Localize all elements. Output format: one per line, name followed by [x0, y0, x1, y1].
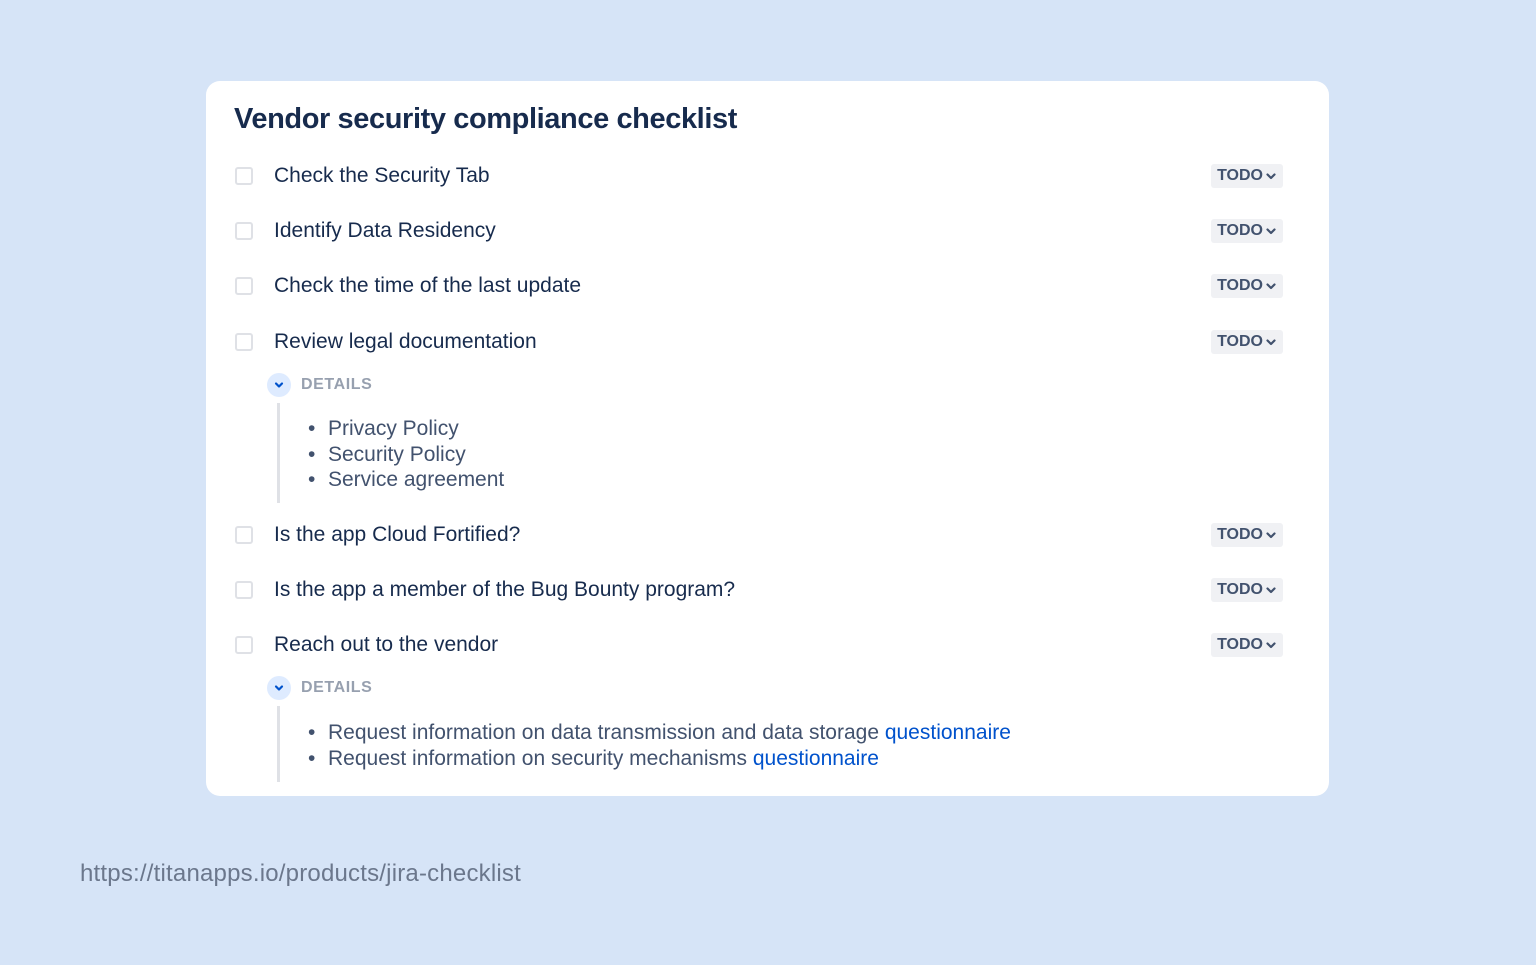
chevron-down-icon — [273, 682, 285, 694]
list-item: • Privacy Policy — [308, 417, 459, 440]
chevron-down-icon — [1265, 170, 1277, 182]
status-dropdown[interactable] — [1211, 578, 1283, 602]
chevron-down-icon — [1265, 584, 1277, 596]
questionnaire-link[interactable]: questionnaire — [752, 746, 879, 770]
chevron-down-icon — [1265, 280, 1277, 292]
checklist-card — [206, 81, 1329, 796]
item-checkbox[interactable] — [235, 277, 253, 295]
status-dropdown[interactable] — [1211, 164, 1283, 188]
status-label: TODO — [1217, 222, 1263, 239]
checklist-item — [234, 575, 1283, 609]
details-label: DETAILS — [301, 376, 373, 393]
status-label: TODO — [1217, 167, 1263, 184]
questionnaire-link[interactable]: questionnaire — [884, 721, 1011, 744]
status-dropdown[interactable] — [1211, 274, 1283, 298]
status-dropdown[interactable] — [1211, 633, 1283, 657]
status-label: TODO — [1217, 333, 1263, 350]
item-checkbox[interactable] — [235, 526, 253, 544]
details-header — [267, 675, 372, 701]
status-dropdown[interactable] — [1211, 219, 1283, 243]
list-item: • Service agreement — [308, 468, 505, 491]
details-header — [267, 372, 372, 398]
item-checkbox[interactable] — [235, 581, 253, 599]
checklist-item — [234, 271, 1283, 305]
details-rail — [277, 706, 280, 782]
checklist-item — [234, 216, 1283, 250]
item-label[interactable]: Reach out to the vendor — [274, 633, 499, 656]
checklist-item — [234, 630, 1283, 664]
status-label: TODO — [1217, 636, 1263, 653]
item-checkbox[interactable] — [235, 167, 253, 185]
item-checkbox[interactable] — [235, 333, 253, 351]
details-list — [308, 720, 1011, 771]
item-label[interactable]: Review legal documentation — [274, 330, 537, 353]
footer-url: https://titanapps.io/products/jira-checklist — [80, 860, 521, 887]
status-dropdown[interactable] — [1211, 523, 1283, 547]
details-toggle-button[interactable] — [267, 676, 291, 700]
chevron-down-icon — [1265, 639, 1277, 651]
item-checkbox[interactable] — [235, 636, 253, 654]
details-label: DETAILS — [301, 679, 373, 696]
chevron-down-icon — [273, 379, 285, 391]
item-label[interactable]: Identify Data Residency — [274, 219, 496, 242]
item-label[interactable]: Is the app a member of the Bug Bounty program? — [274, 578, 736, 601]
list-item: • Request information on security mechanisms questionnaire — [308, 746, 879, 770]
chevron-down-icon — [1265, 336, 1277, 348]
details-list — [308, 416, 505, 493]
item-label[interactable]: Check the time of the last update — [274, 274, 582, 297]
details-toggle-button[interactable] — [267, 373, 291, 397]
checklist-item — [234, 520, 1283, 554]
item-label[interactable]: Check the Security Tab — [274, 164, 490, 187]
status-dropdown[interactable] — [1211, 330, 1283, 354]
details-rail — [277, 403, 280, 503]
checklist-title: Vendor security compliance checklist — [234, 103, 737, 135]
checklist-item — [234, 161, 1283, 195]
status-label: TODO — [1217, 581, 1263, 598]
status-label: TODO — [1217, 526, 1263, 543]
list-item: • Request information on data transmission and data storage questionnaire — [308, 721, 1011, 744]
status-label: TODO — [1217, 277, 1263, 294]
list-item: • Security Policy — [308, 442, 466, 466]
checklist-item — [234, 327, 1283, 361]
chevron-down-icon — [1265, 529, 1277, 541]
item-label[interactable]: Is the app Cloud Fortified? — [274, 523, 521, 546]
item-checkbox[interactable] — [235, 222, 253, 240]
chevron-down-icon — [1265, 225, 1277, 237]
